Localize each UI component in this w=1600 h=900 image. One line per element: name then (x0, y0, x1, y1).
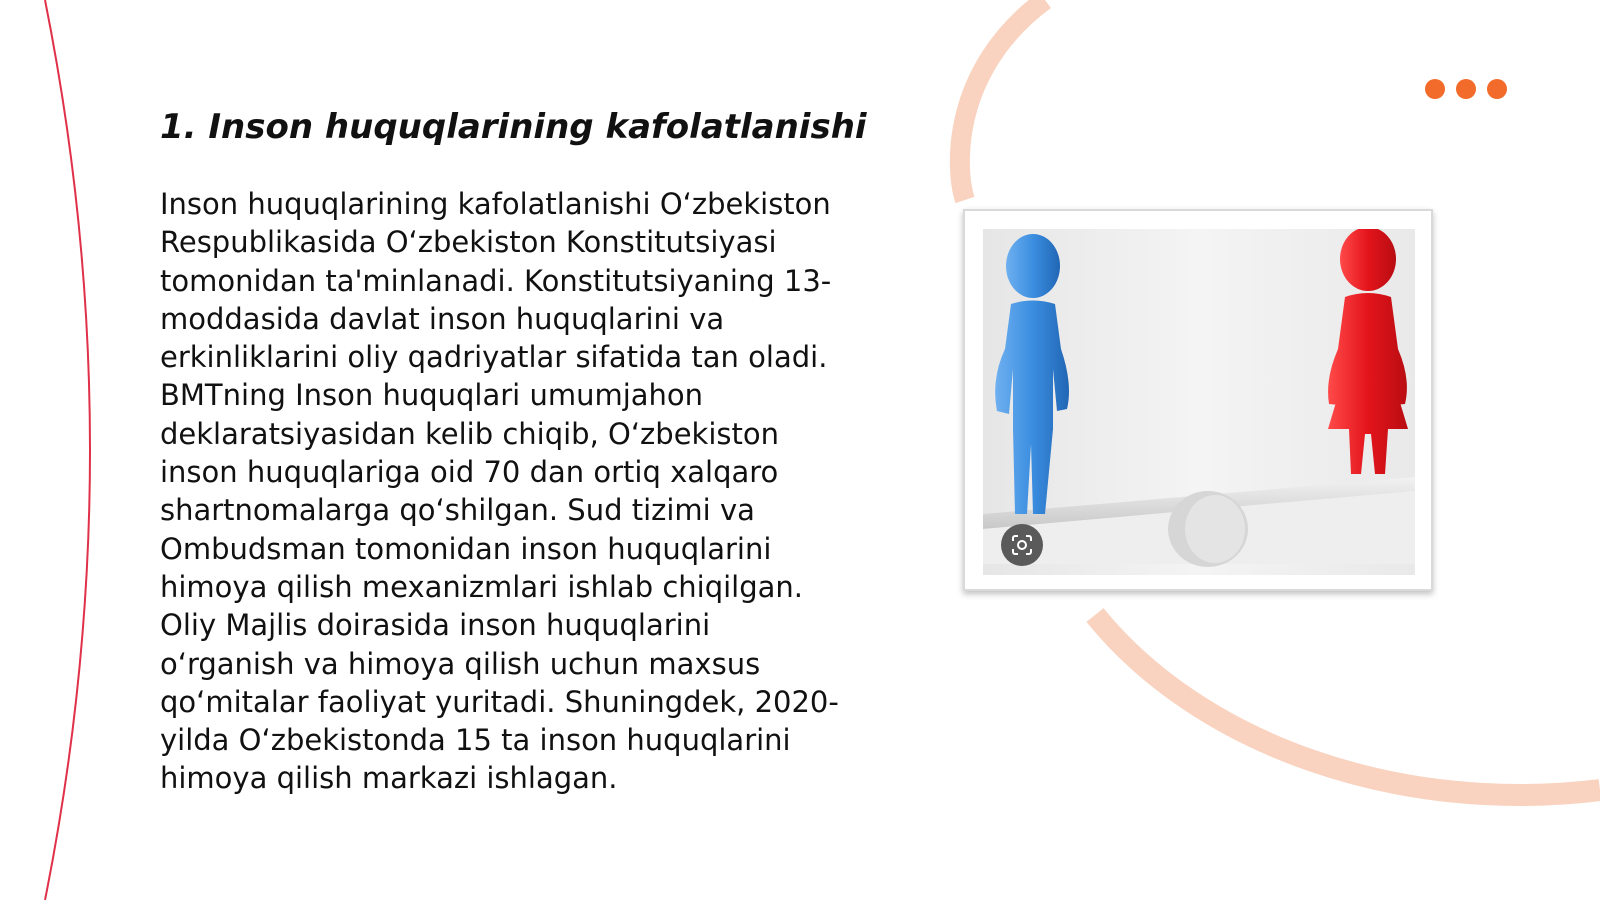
left-red-arc (45, 0, 90, 900)
dot (1487, 79, 1507, 99)
lens-glyph (1010, 533, 1034, 557)
gender-balance-illustration (983, 229, 1415, 575)
dot (1456, 79, 1476, 99)
three-dots-icon (1425, 79, 1507, 99)
dot (1425, 79, 1445, 99)
peach-arc-lower (1095, 615, 1600, 795)
peach-arc (960, 0, 1045, 200)
visual-search-icon[interactable] (1001, 524, 1043, 566)
slide-body-text: Inson huquqlarining kafolatlanishi O‘zbekiston Respublikasida O‘zbekiston Konstitutsiyasi tomonidan ta'minlanadi. Konstitutsiyaning 13-moddasida davlat inson huquqlarini va erkinliklarini oliy qadriyatlar sifatida tan oladi. BMTning Inson huquqlari umumjahon deklaratsiyasidan kelib chiqib, O‘zbekiston inson huquqlariga oid 70 dan ortiq xalqaro shartnomalarga qo‘shilgan. Sud tizimi va Ombudsman tomonidan inson huquqlarini himoya qilish mexanizmlari ishlab chiqilgan. Oliy Majlis doirasida inson huquqlarini o‘rganish va himoya qilish uchun maxsus qo‘mitalar faoliyat yuritadi. Shuningdek, 2020-yilda O‘zbekistonda 15 ta inson huquqlarini himoya qilish markazi ishlagan. (160, 187, 839, 796)
slide-title: 1. Inson huquqlarining kafolatlanishi (160, 107, 867, 147)
